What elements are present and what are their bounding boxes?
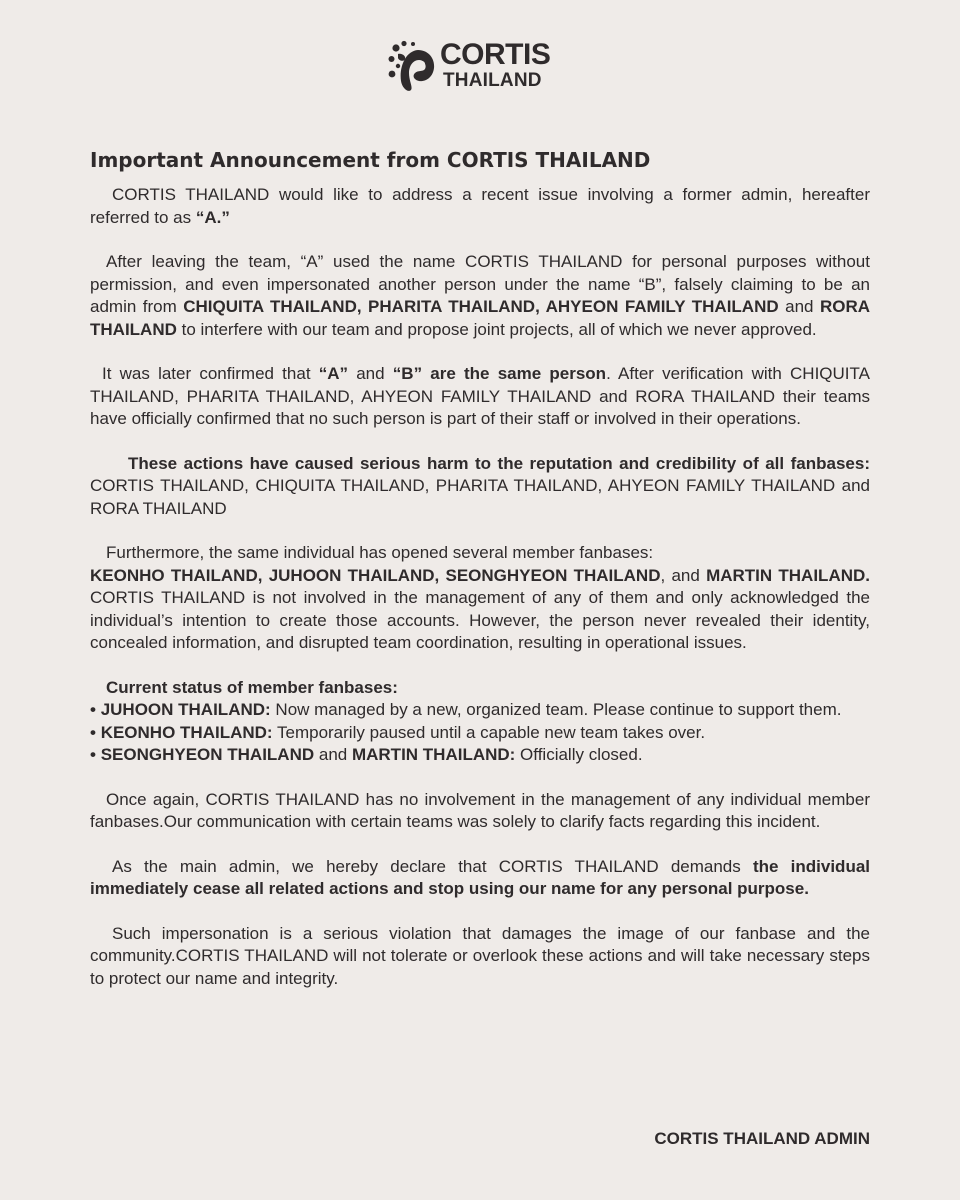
status-item-text: Temporarily paused until a capable new team takes over. [272, 722, 706, 742]
paragraph-confirmed-and: and [348, 364, 393, 383]
paragraph-confirmed-end: . After verification with CHIQUITA THAILAND, PHARITA THAILAND, AHYEON FAMILY THAILAND and RORA THAILAND their teams have officially confirmed that no such person is part of their staff or involved in their operations. [90, 364, 870, 428]
paragraph-confirmed-same-person: “B” are the same person [392, 364, 607, 383]
member-fanbases-bold: KEONHO THAILAND, JUHOON THAILAND, SEONGHYEON THAILAND [90, 565, 661, 585]
member-fanbases-and: , and [660, 565, 707, 585]
paragraph-intro-text: CORTIS THAILAND would like to address a recent issue involving a former admin, hereafter referred to as [90, 185, 870, 227]
status-item-name-2: MARTIN THAILAND: [351, 745, 516, 764]
announcement-body [90, 146, 870, 990]
paragraph-furthermore-intro: Furthermore, the same individual has opened several member fanbases: [106, 543, 654, 562]
paragraph-confirmed-a: “A” [318, 364, 349, 383]
page-title: Important Announcement from CORTIS THAILAND [90, 148, 651, 172]
status-item-and: and [314, 745, 352, 764]
bullet-icon: • [90, 745, 96, 764]
member-fanbases-text: CORTIS THAILAND is not involved in the management of any of them and only acknowledged the individual’s intention to create those accounts. However, the person never revealed their identity, concealed information, and disrupted team coordination, resulting in operational issues. [90, 588, 870, 652]
paragraph-harm [90, 453, 870, 521]
bullet-icon: • [90, 700, 96, 719]
logo-line-cortis: CORTIS [440, 38, 551, 71]
status-item-juhoon [90, 699, 870, 722]
bullet-icon: • [90, 722, 96, 742]
member-fanbases-martin: MARTIN THAILAND. [706, 565, 870, 585]
signature: CORTIS THAILAND ADMIN [654, 1129, 870, 1148]
paragraph-harm-bold: These actions have caused serious harm to the reputation and credibility of all fanbases: [128, 453, 870, 473]
paragraph-member-fanbases [90, 565, 870, 655]
logo-line-thailand: THAILAND [443, 70, 542, 91]
paragraph-confirmed [90, 363, 870, 431]
paragraph-after-leaving [90, 251, 870, 341]
status-item-text: Now managed by a new, organized team. Please continue to support them. [270, 700, 842, 719]
status-item-name: SEONGHYEON THAILAND [100, 745, 315, 764]
cortis-thailand-logo [388, 40, 568, 92]
status-item-text: Officially closed. [515, 745, 643, 764]
paragraph-once-again: Once again, CORTIS THAILAND has no involvement in the management of any individual member fanbases.Our communication with certain teams was solely to clarify facts regarding this incident. [90, 789, 870, 831]
paragraph-declaration-text: As the main admin, we hereby declare that CORTIS THAILAND demands [112, 856, 753, 876]
paragraph-declaration-bold: the individual immediately cease all related actions and stop using our name for any personal purpose. [90, 856, 871, 898]
paragraph-after-leaving-rora: RORA THAILAND [90, 297, 871, 339]
paragraph-confirmed-text: It was later confirmed that [102, 364, 319, 383]
cortis-paint-splash-icon [388, 40, 436, 92]
paragraph-after-leaving-end: to interfere with our team and propose joint projects, all of which we never approved. [176, 319, 817, 339]
paragraph-harm-text: CORTIS THAILAND, CHIQUITA THAILAND, PHARITA THAILAND, AHYEON FAMILY THAILAND and RORA THAILAND [90, 476, 870, 518]
logo-wordmark [440, 40, 550, 92]
status-item-name: KEONHO THAILAND: [100, 722, 273, 742]
paragraph-impersonation: Such impersonation is a serious violation that damages the image of our fanbase and the community.CORTIS THAILAND will not tolerate or overlook these actions and will take necessary steps to protect our name and integrity. [90, 923, 870, 988]
paragraph-after-leaving-text: After leaving the team, “A” used the name CORTIS THAILAND for personal purposes without permission, and even impersonated another person under the name “B”, falsely claiming to be an admin from [90, 252, 870, 316]
paragraph-intro-bold: “A.” [195, 207, 230, 227]
paragraph-after-leaving-and: and [778, 297, 820, 316]
status-item-keonho [90, 722, 870, 745]
status-item-seonghyeon-martin [90, 744, 870, 767]
status-item-name: JUHOON THAILAND: [100, 700, 271, 719]
paragraph-intro [90, 184, 870, 229]
status-heading: Current status of member fanbases: [106, 677, 398, 697]
paragraph-declaration [90, 856, 870, 901]
paragraph-after-leaving-fanbases: CHIQUITA THAILAND, PHARITA THAILAND, AHYEON FAMILY THAILAND [183, 297, 779, 316]
